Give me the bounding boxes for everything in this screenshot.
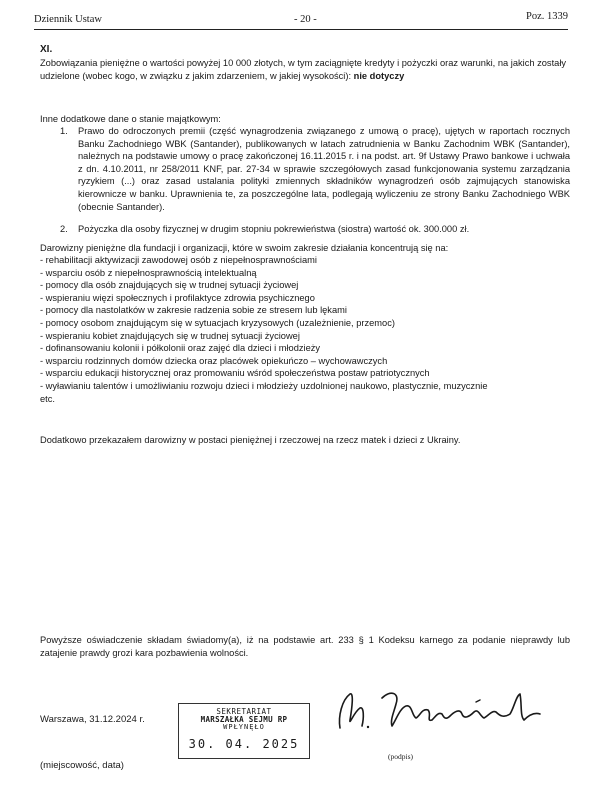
liabilities-answer: nie dotyczy <box>353 70 405 81</box>
stamp-date: 30. 04. 2025 <box>188 737 300 751</box>
page-number: - 20 - <box>294 14 317 25</box>
item-text: Pożyczka dla osoby fizycznej w drugim stopniu pokrewieństwa (siostra) wartość ok. 300.000 zł. <box>78 224 470 235</box>
list-item: - wsparciu rodzinnych domów dziecka oraz placówek opiekuńczo – wychowawczych <box>40 355 388 366</box>
additional-data-intro: Inne dodatkowe dane o stanie majątkowym: <box>40 114 221 124</box>
position-number: Poz. 1339 <box>526 11 568 22</box>
list-item <box>40 125 570 213</box>
additional-donations: Dodatkowo przekazałem darowizny w postaci pieniężnej i rzeczowej na rzecz matek i dzieci z Ukrainy. <box>40 435 461 445</box>
liabilities-text: Zobowiązania pieniężne o wartości powyżej 10 000 złotych, w tym zaciągnięte kredyty i pożyczki oraz warunki, na jakich zostały udzielone (wobec kogo, w związku z jakim zdarzeniem, w jakiej wysokości): <box>40 58 567 81</box>
journal-name: Dziennik Ustaw <box>34 14 102 25</box>
stamp-line-1: SEKRETARIAT <box>216 707 272 716</box>
place-date: Warszawa, 31.12.2024 r. <box>40 714 145 725</box>
list-item: - pomocy dla osób znajdujących się w trudnej sytuacji życiowej <box>40 280 299 291</box>
item-text: Prawo do odroczonych premii (część wynagrodzenia związanego z umową o pracę), ujętych w raportach rocznych Banku Zachodniego WBK (Santander), publikowanych w latach zatrudnienia w Banku Zachodnim WBK (Santander), należnych na podstawie umowy o pracę zakończonej 16.11.2015 r. i na podst. art. 9f Ustawy Prawo bankowe i uchwała z dn. 4.10.2011, nr 258/2011 KNF, par. 27-34 w sprawie szczegółowych zasad funkcjonowania systemu zarządzania ryzykiem (...) oraz zasad ustalania polityki zmiennych składników wynagrodzeń osób zajmujących stanowiska kierownicze w banku. Uprawnienia te, za poszczególne lata, podlegają wyliczeniu ze strony Banku Zachodniego WBK (obecnie Santander). <box>78 126 570 212</box>
list-item <box>40 223 570 236</box>
page-header <box>34 11 568 30</box>
stamp-line-2: MARSZAŁKA SEJMU RP <box>200 715 288 724</box>
place-date-caption: (miejscowość, data) <box>40 760 124 771</box>
list-item: - wspieraniu kobiet znajdujących się w trudnej sytuacji życiowej <box>40 330 300 341</box>
section-number: XI. <box>40 44 53 55</box>
list-item: - wsparciu edukacji historycznej oraz promowaniu wśród społeczeństwa postaw patriotycznych <box>40 368 430 379</box>
additional-data-list <box>40 125 570 236</box>
item-number: 1. <box>60 126 68 136</box>
signature-caption: (podpis) <box>388 752 413 761</box>
item-number: 2. <box>60 224 68 235</box>
list-item: - pomocy dla nastolatków w zakresie radzenia sobie ze stresem lub lękami <box>40 305 347 316</box>
list-item: - rehabilitacji aktywizacji zawodowej osób z niepełnosprawnościami <box>40 255 317 265</box>
list-item: - wspieraniu więzi społecznych i profilaktyce zdrowia psychicznego <box>40 292 315 303</box>
receipt-stamp <box>178 703 310 759</box>
donations-list <box>40 254 570 405</box>
list-item: - wsparciu osób z niepełnosprawnością intelektualną <box>40 267 257 278</box>
liabilities-paragraph <box>40 57 570 82</box>
handwritten-signature <box>320 686 576 736</box>
list-item: - pomocy osobom znajdującym się w sytuacjach kryzysowych (uzależnienie, przemoc) <box>40 317 395 328</box>
list-item: - dofinansowaniu kolonii i półkolonii oraz zajęć dla dzieci i młodzieży <box>40 343 321 354</box>
declaration-text: Powyższe oświadczenie składam świadomy(a), iż na podstawie art. 233 § 1 Kodeksu karnego za podanie nieprawdy lub zatajenie prawdy grozi kara pozbawienia wolności. <box>40 635 570 658</box>
donations-intro: Darowizny pieniężne dla fundacji i organizacji, które w swoim zakresie działania koncentrują się na: <box>40 243 449 253</box>
list-item: - wyławianiu talentów i umożliwianiu rozwoju dzieci i młodzieży uzdolnionej naukowo, plastycznie, muzycznie <box>40 380 488 391</box>
list-item: etc. <box>40 393 55 404</box>
stamp-line-3: WPŁYNĘŁO <box>223 723 265 731</box>
